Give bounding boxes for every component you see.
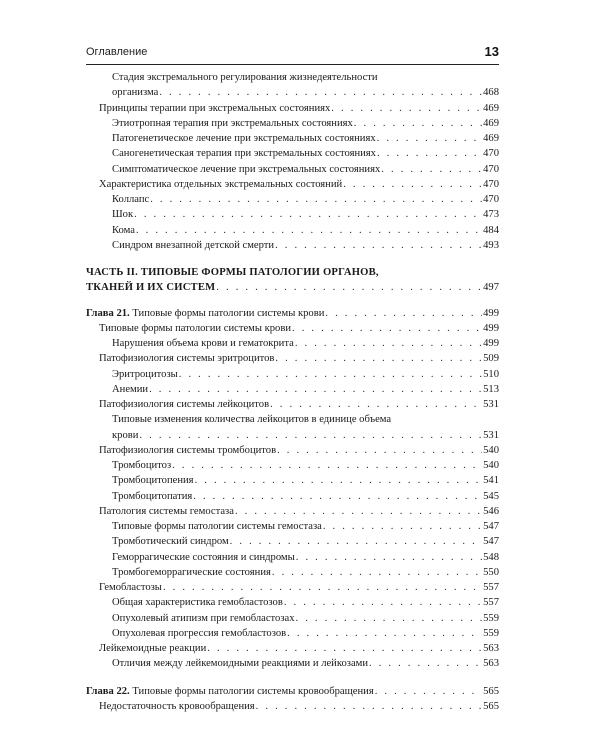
toc-page-number: 470 (483, 194, 499, 205)
toc-page-number: 550 (483, 566, 499, 578)
toc-page-number: 499 (483, 338, 499, 349)
toc-entry-title (86, 306, 324, 321)
dot-leader (270, 397, 482, 412)
toc-page-number: 509 (483, 353, 499, 365)
dot-leader (296, 611, 483, 626)
toc-entry[interactable] (86, 162, 499, 177)
toc-entry-title: Тромбоцитопатия (112, 490, 193, 502)
toc-page-number: 470 (483, 148, 499, 160)
toc-entry-title: Недостаточность кровообращения (99, 700, 255, 712)
toc-part-heading[interactable] (86, 280, 499, 295)
toc-entry-title: Геморрагические состояния и синдромы (112, 551, 295, 563)
toc-part-heading[interactable] (86, 265, 499, 280)
dot-leader (375, 684, 482, 699)
toc-entry-title: Типовые формы патологии системы гемостаза (112, 521, 322, 532)
toc-page-number: 563 (483, 658, 499, 670)
toc-entry-title: Симптоматическое лечение при экстремальных состояниях (112, 163, 381, 175)
toc-entry-title: Стадия экстремального регулирования жизнедеятельности (112, 72, 378, 83)
toc-page-number: 547 (483, 536, 499, 548)
toc-entry[interactable] (86, 489, 499, 504)
toc-entry-title: Отличия между лейкемоидными реакциями и лейкозами (112, 658, 369, 670)
toc-entry-title: ЧАСТЬ II. ТИПОВЫЕ ФОРМЫ ПАТОЛОГИИ ОРГАНОВ, (86, 267, 379, 278)
dot-leader (292, 321, 482, 336)
dot-leader (272, 565, 482, 580)
toc-entry-title: ТКАНЕЙ И ИХ СИСТЕМ (86, 282, 216, 294)
toc-entry-title: Патофизиология системы эритроцитов (99, 353, 275, 365)
toc-entry[interactable] (86, 116, 499, 131)
toc-entry-title: Анемии (112, 383, 149, 395)
toc-entry[interactable] (86, 412, 499, 427)
toc-entry[interactable] (86, 146, 499, 161)
toc-page-number: 510 (483, 368, 499, 380)
chapter-title: Типовые формы патологии системы кровообращения (129, 685, 374, 697)
dot-leader (139, 428, 482, 443)
toc-entry[interactable] (86, 641, 499, 656)
toc-entry-title: Нарушения объема крови и гематокрита (112, 338, 294, 349)
toc-page-number: 499 (483, 307, 499, 319)
dot-leader (230, 534, 482, 549)
dot-leader (354, 116, 482, 131)
toc-page-number: 469 (483, 117, 499, 129)
toc-entry[interactable] (86, 565, 499, 580)
toc-entry[interactable] (86, 131, 499, 146)
toc-entry-title: Тромботический синдром (112, 536, 229, 548)
toc-entry-title: Шок (112, 209, 134, 221)
dot-leader (159, 85, 482, 100)
dot-leader (381, 162, 482, 177)
toc-entry[interactable] (86, 336, 499, 351)
dot-leader (343, 177, 482, 192)
toc-page-number: 493 (483, 239, 499, 251)
section-spacer (86, 672, 499, 684)
toc-chapter-entry[interactable] (86, 684, 499, 699)
dot-leader (323, 519, 482, 534)
toc-entry[interactable] (86, 223, 499, 238)
toc-entry[interactable] (86, 207, 499, 222)
dot-leader (287, 626, 482, 641)
running-header (86, 46, 499, 65)
page-number: 13 (484, 44, 499, 59)
toc-page-number: 557 (483, 582, 499, 593)
toc-entry[interactable] (86, 367, 499, 382)
toc-page-number: 469 (483, 133, 499, 144)
toc-page-number: 531 (483, 429, 499, 441)
toc-page-number: 484 (483, 224, 499, 236)
toc-page-number: 563 (483, 643, 499, 654)
dot-leader (377, 131, 482, 146)
toc-page-number: 545 (483, 490, 499, 502)
toc-chapter-entry[interactable] (86, 306, 499, 321)
toc-entry[interactable] (86, 595, 499, 610)
toc-entry-title: организма (112, 87, 159, 99)
toc-entry-title: Тромбогеморрагические состояния (112, 566, 271, 578)
toc-entry[interactable] (86, 397, 499, 412)
toc-entry-title: Эритроцитозы (112, 368, 178, 380)
toc-entry[interactable] (86, 534, 499, 549)
section-spacer (86, 296, 499, 306)
toc-entry-title: Типовые формы патологии системы крови (99, 322, 292, 334)
dot-leader (216, 280, 482, 295)
toc-entry[interactable] (86, 428, 499, 443)
dot-leader (193, 489, 482, 504)
dot-leader (149, 382, 482, 397)
dot-leader (331, 101, 482, 116)
toc-entry-title: Тромбоцитопения (112, 475, 194, 487)
dot-leader (295, 336, 482, 351)
dot-leader (235, 504, 482, 519)
toc-page-number: 546 (483, 505, 499, 517)
toc-entry[interactable] (86, 177, 499, 192)
toc-page-number: 547 (483, 521, 499, 532)
toc-entry[interactable] (86, 626, 499, 641)
dot-leader (163, 580, 482, 595)
toc-entry[interactable] (86, 351, 499, 366)
dot-leader (369, 656, 482, 671)
toc-entry[interactable] (86, 192, 499, 207)
toc-page-number: 497 (483, 282, 499, 294)
toc-page-number: 557 (483, 597, 499, 609)
toc-page-number: 513 (483, 383, 499, 395)
toc-entry-title: Общая характеристика гемобластозов (112, 597, 283, 609)
toc-page-number: 469 (483, 102, 499, 114)
toc-entry[interactable] (86, 101, 499, 116)
dot-leader (172, 458, 482, 473)
toc-entry[interactable] (86, 550, 499, 565)
toc-entry-title: Кома (112, 224, 135, 236)
dot-leader (275, 351, 482, 366)
toc-page-number: 531 (483, 399, 499, 410)
dot-leader (136, 223, 482, 238)
toc-entry-title: Саногенетическая терапия при экстремальных состояниях (112, 148, 376, 160)
toc-entry-title: Гемобластозы (99, 582, 162, 593)
toc-page-number: 470 (483, 163, 499, 175)
toc-entry[interactable] (86, 656, 499, 671)
toc-entry-title: крови (112, 429, 139, 441)
toc-entry[interactable] (86, 580, 499, 595)
running-header-title: Оглавление (86, 46, 148, 58)
toc-entry[interactable] (86, 70, 499, 85)
section-spacer (86, 253, 499, 265)
toc-entry[interactable] (86, 504, 499, 519)
toc-page-number: 559 (483, 612, 499, 624)
dot-leader (284, 595, 482, 610)
toc-page-number: 473 (483, 209, 499, 221)
toc-page-number: 499 (483, 322, 499, 334)
toc-entry-title: Типовые изменения количества лейкоцитов в единице объема (112, 414, 392, 426)
toc-entry-title: Лейкемоидные реакции (99, 643, 207, 654)
toc-page-number: 565 (483, 700, 499, 712)
toc-page-number: 470 (483, 178, 499, 190)
toc-page-number: 540 (483, 444, 499, 456)
toc-entry-title: Принципы терапии при экстремальных состояниях (99, 102, 331, 114)
toc-entry[interactable] (86, 443, 499, 458)
toc-entry[interactable] (86, 321, 499, 336)
toc-page-number: 540 (483, 460, 499, 471)
dot-leader (296, 550, 482, 565)
toc-entry[interactable] (86, 473, 499, 488)
dot-leader (134, 207, 482, 222)
toc-entry[interactable] (86, 85, 499, 100)
dot-leader (275, 238, 482, 253)
toc-page-number: 541 (483, 475, 499, 487)
dot-leader (150, 192, 482, 207)
toc-page-number: 548 (483, 551, 499, 563)
toc-entry-title: Патофизиология системы лейкоцитов (99, 399, 270, 410)
toc-page-number: 468 (483, 87, 499, 99)
chapter-number: Глава 21. (86, 307, 130, 319)
toc-page-number: 565 (483, 685, 499, 697)
toc-entry-title: Коллапс (112, 194, 150, 205)
dot-leader (377, 146, 482, 161)
toc-entry[interactable] (86, 519, 499, 534)
chapter-number: Глава 22. (86, 685, 130, 697)
chapter-title: Типовые формы патологии системы крови (129, 307, 325, 319)
toc-entry-title: Опухолевый атипизм при гемобластозах (112, 612, 295, 624)
toc-entry[interactable] (86, 611, 499, 626)
dot-leader (277, 443, 482, 458)
toc-entry[interactable] (86, 458, 499, 473)
dot-leader (325, 306, 482, 321)
toc-entry[interactable] (86, 382, 499, 397)
toc-entry[interactable] (86, 699, 499, 714)
dot-leader (256, 699, 482, 714)
toc-entry-title: Патология системы гемостаза (99, 505, 234, 517)
dot-leader (195, 473, 483, 488)
dot-leader (207, 641, 482, 656)
toc-entry-title: Патофизиология системы тромбоцитов (99, 444, 277, 456)
toc-entry-title: Этиотропная терапия при экстремальных состояниях (112, 117, 353, 129)
toc-entry-title: Опухолевая прогрессия гемобластозов (112, 627, 287, 639)
toc-entry-title (86, 684, 374, 699)
dot-leader (179, 367, 482, 382)
toc-entry[interactable] (86, 238, 499, 253)
table-of-contents (86, 70, 499, 714)
toc-entry-title: Патогенетическое лечение при экстремальных состояниях (112, 133, 376, 144)
toc-entry-title: Характеристика отдельных экстремальных состояний (99, 178, 343, 190)
toc-page-number: 559 (483, 627, 499, 639)
toc-entry-title: Синдром внезапной детской смерти (112, 239, 275, 251)
toc-entry-title: Тромбоцитоз (112, 460, 172, 471)
